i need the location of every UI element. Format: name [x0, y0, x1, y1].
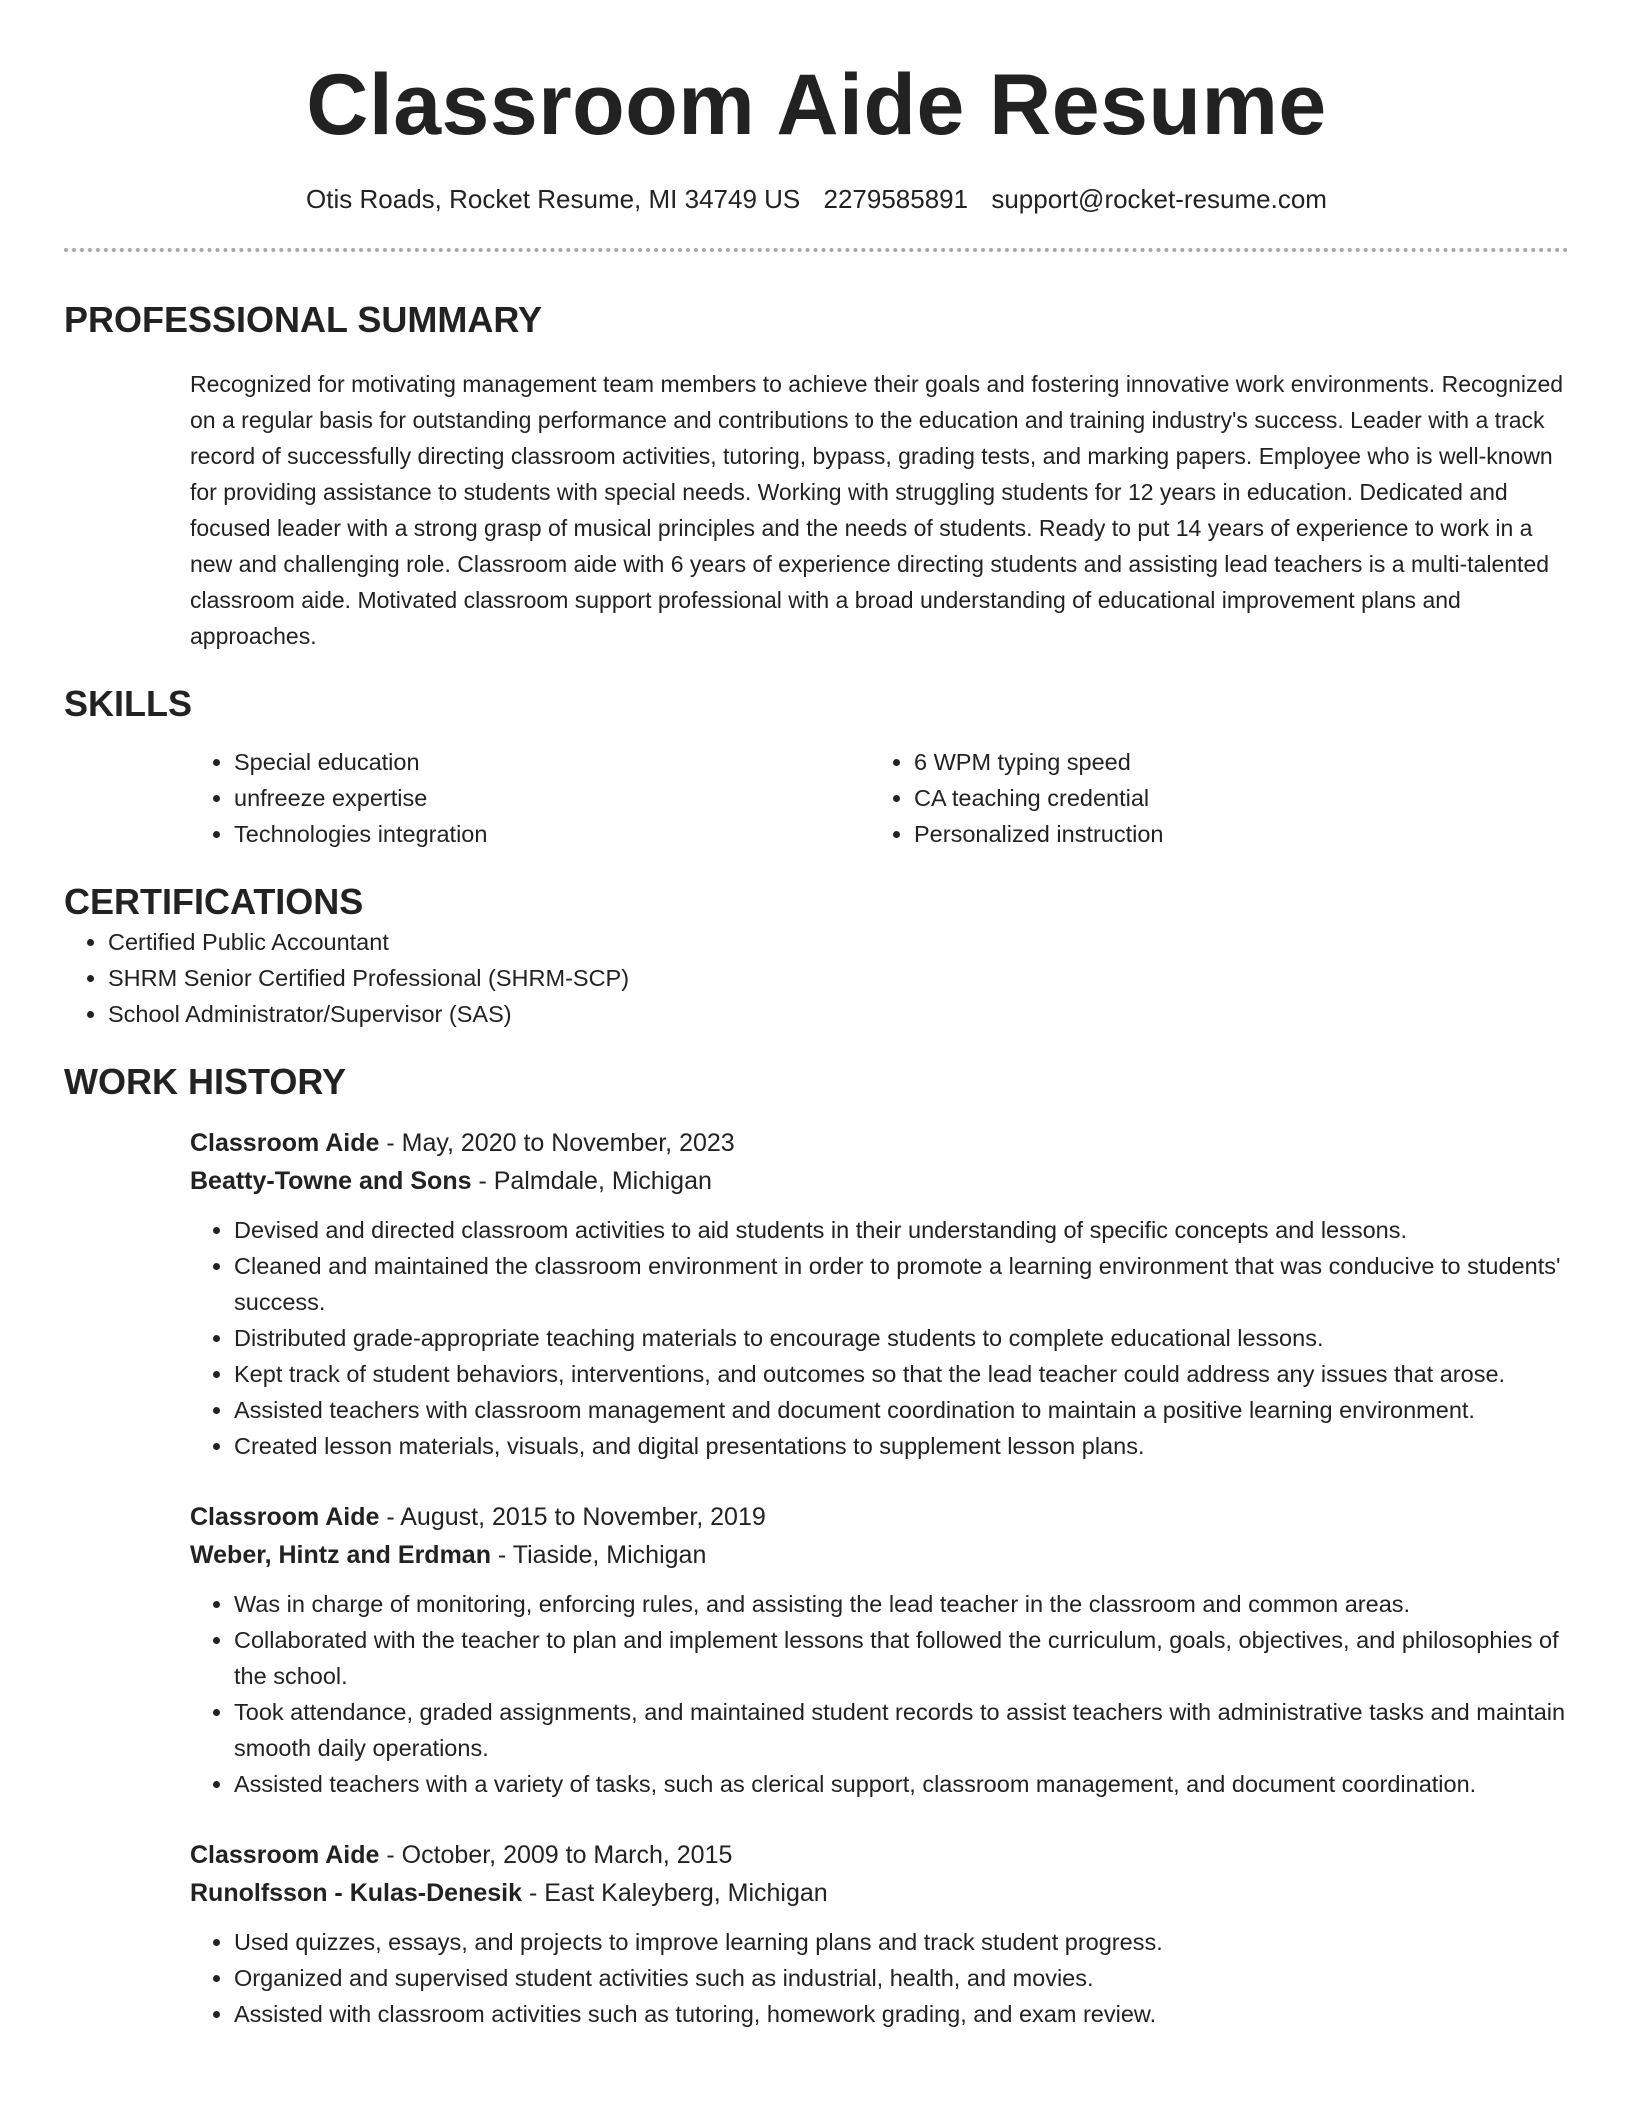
- list-item: • Distributed grade-appropriate teaching materials to encourage students to complete educational lessons.: [234, 1320, 1569, 1356]
- job-company: Runolfsson - Kulas-Denesik: [190, 1879, 522, 1907]
- certifications-heading: CERTIFICATIONS: [64, 881, 364, 922]
- list-item: • Devised and directed classroom activities to aid students in their understanding of specific concepts and lessons.: [234, 1212, 1569, 1248]
- list-item: • Used quizzes, essays, and projects to improve learning plans and track student progress.: [234, 1924, 1569, 1960]
- job-company-line: [190, 1162, 1569, 1200]
- job-entry: [190, 1124, 1569, 1464]
- list-item: • Special education: [234, 744, 870, 780]
- list-item: • Was in charge of monitoring, enforcing rules, and assisting the lead teacher in the classroom and common areas.: [234, 1586, 1569, 1622]
- job-dates: - May, 2020 to November, 2023: [379, 1129, 735, 1157]
- job-entry: [190, 1498, 1569, 1802]
- certifications-list: [64, 924, 1569, 1032]
- list-item: • CA teaching credential: [914, 780, 1569, 816]
- job-duties-list: [190, 1586, 1569, 1802]
- job-duties-list: [190, 1212, 1569, 1464]
- job-dates: - October, 2009 to March, 2015: [379, 1841, 733, 1869]
- job-location: - East Kaleyberg, Michigan: [522, 1879, 828, 1907]
- list-item: • Kept track of student behaviors, interventions, and outcomes so that the lead teacher could address any issues that arose.: [234, 1356, 1569, 1392]
- job-company-line: [190, 1874, 1569, 1912]
- list-item: • Created lesson materials, visuals, and digital presentations to supplement lesson plans.: [234, 1428, 1569, 1464]
- job-company: Weber, Hintz and Erdman: [190, 1541, 491, 1569]
- skills-section: [64, 682, 1569, 852]
- job-title-line: [190, 1498, 1569, 1536]
- list-item: • SHRM Senior Certified Professional (SHRM-SCP): [108, 960, 1569, 996]
- list-item: • Assisted with classroom activities such as tutoring, homework grading, and exam review.: [234, 1996, 1569, 2032]
- job-entry: [190, 1836, 1569, 2032]
- job-title-line: [190, 1836, 1569, 1874]
- summary-section: [64, 298, 1569, 654]
- list-item: • Assisted teachers with classroom management and document coordination to maintain a positive learning environment.: [234, 1392, 1569, 1428]
- job-duties-list: [190, 1924, 1569, 2032]
- skills-heading: SKILLS: [64, 683, 193, 724]
- header-divider: [64, 248, 1569, 252]
- list-item: • unfreeze expertise: [234, 780, 870, 816]
- resume-title: Classroom Aide Resume: [306, 57, 1327, 153]
- list-item: • Took attendance, graded assignments, and maintained student records to assist teachers with administrative tasks and maintain smooth daily operations.: [234, 1694, 1569, 1766]
- work-history-section: [64, 1060, 1569, 2032]
- list-item: • Cleaned and maintained the classroom environment in order to promote a learning environment that was conducive to students' success.: [234, 1248, 1569, 1320]
- resume-page: [64, 0, 1569, 2032]
- list-item: • Collaborated with the teacher to plan and implement lessons that followed the curriculum, goals, objectives, and philosophies of the school.: [234, 1622, 1569, 1694]
- contact-email: support@rocket-resume.com: [991, 184, 1327, 214]
- summary-text: Recognized for motivating management team members to achieve their goals and fostering innovative work environments. Recognized on a regular basis for outstanding performance and contributions to the education and training industry's success. Leader with a track record of successfully directing classroom activities, tutoring, bypass, grading tests, and marking papers. Employee who is well-known for providing assistance to students with special needs. Working with struggling students for 12 years in education. Dedicated and focused leader with a strong grasp of musical principles and the needs of students. Ready to put 14 years of experience to work in a new and challenging role. Classroom aide with 6 years of experience directing students and assisting lead teachers is a multi-talented classroom aide. Motivated classroom support professional with a broad understanding of educational improvement plans and approaches.: [190, 371, 1564, 649]
- skills-list-right: [870, 744, 1569, 852]
- list-item: • 6 WPM typing speed: [914, 744, 1569, 780]
- job-title: Classroom Aide: [190, 1503, 380, 1531]
- job-company: Beatty-Towne and Sons: [190, 1167, 472, 1195]
- list-item: • School Administrator/Supervisor (SAS): [108, 996, 1569, 1032]
- list-item: • Organized and supervised student activities such as industrial, health, and movies.: [234, 1960, 1569, 1996]
- job-location: - Palmdale, Michigan: [471, 1167, 712, 1195]
- job-dates: - August, 2015 to November, 2019: [379, 1503, 766, 1531]
- list-item: • Personalized instruction: [914, 816, 1569, 852]
- list-item: • Assisted teachers with a variety of tasks, such as clerical support, classroom management, and document coordination.: [234, 1766, 1569, 1802]
- job-title: Classroom Aide: [190, 1841, 380, 1869]
- work-history-heading: WORK HISTORY: [64, 1061, 347, 1102]
- certifications-section: [64, 880, 1569, 1032]
- list-item: • Technologies integration: [234, 816, 870, 852]
- list-item: • Certified Public Accountant: [108, 924, 1569, 960]
- skills-list-left: [190, 744, 870, 852]
- job-title: Classroom Aide: [190, 1129, 380, 1157]
- summary-heading: PROFESSIONAL SUMMARY: [64, 299, 543, 340]
- job-title-line: [190, 1124, 1569, 1162]
- contact-phone: 2279585891: [823, 184, 969, 214]
- contact-line: [64, 182, 1569, 216]
- job-location: - Tiaside, Michigan: [490, 1541, 707, 1569]
- job-company-line: [190, 1536, 1569, 1574]
- contact-address: Otis Roads, Rocket Resume, MI 34749 US: [306, 184, 801, 214]
- skills-grid: [190, 744, 1569, 852]
